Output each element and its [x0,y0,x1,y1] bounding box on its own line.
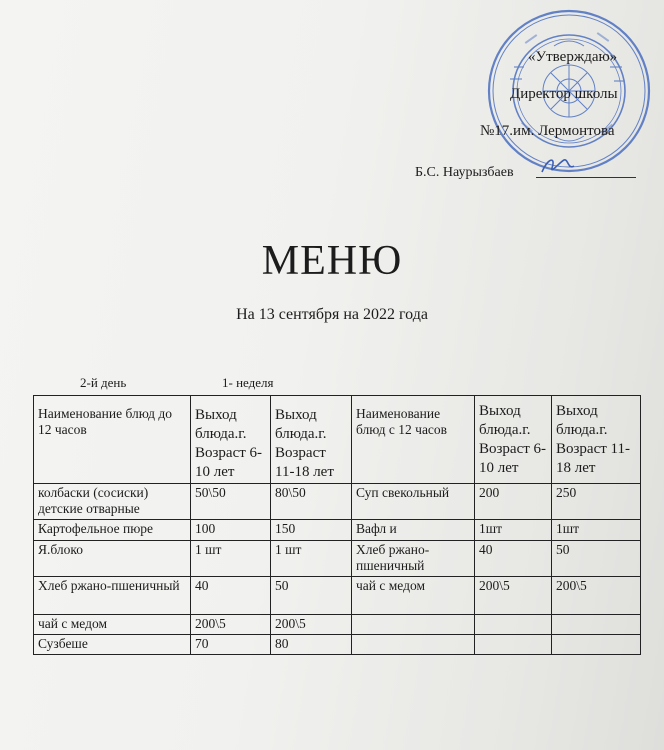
school-name: №17.им. Лермонтова [480,123,615,139]
table-cell: 200\5 [552,577,641,615]
table-row [34,484,641,520]
table-row [34,615,641,635]
table-cell [475,615,552,635]
table-cell: 1 шт [191,541,271,577]
table-cell [475,635,552,655]
table-cell: колбаски (сосиски) детские отварные [34,484,191,520]
header-output2-6-10: Выход блюда.г. Возраст 6-10 лет [475,396,552,484]
table-cell: 200\5 [475,577,552,615]
menu-table [33,395,641,655]
signature-mark [538,150,578,180]
table-cell [552,615,641,635]
table-cell: 80\50 [271,484,352,520]
table-cell [352,615,475,635]
table-cell: 200\5 [191,615,271,635]
table-cell: 200\5 [271,615,352,635]
table-cell: 150 [271,520,352,541]
table-cell: 50 [271,577,352,615]
table-header-row [34,396,641,484]
table-cell: 50\50 [191,484,271,520]
table-row [34,520,641,541]
table-cell: Сузбеше [34,635,191,655]
table-row [34,541,641,577]
director-position: Директор школы [510,86,618,102]
table-cell: 40 [191,577,271,615]
table-cell [552,635,641,655]
day-label: 2-й день [80,375,127,390]
table-cell [352,635,475,655]
table-cell: 1шт [552,520,641,541]
page-title: МЕНЮ [261,238,403,284]
table-cell: 250 [552,484,641,520]
header-output-11-18: Выход блюда.г. Возраст 11-18 лет [271,396,352,484]
table-cell: 1 шт [271,541,352,577]
table-cell: 70 [191,635,271,655]
table-cell: 1шт [475,520,552,541]
header-dish-afternoon: Наименование блюд с 12 часов [352,396,475,484]
table-cell: Вафл и [352,520,475,541]
menu-date: На 13 сентября на 2022 года [236,306,428,323]
table-cell: Я.блоко [34,541,191,577]
table-cell: 200 [475,484,552,520]
signer-name: Б.С. Наурызбаев [415,165,514,180]
table-cell: чай с медом [34,615,191,635]
table-cell: 80 [271,635,352,655]
week-label: 1- неделя [222,375,274,390]
approve-label: «Утверждаю» [528,49,618,65]
header-dish-morning: Наименование блюд до 12 часов [34,396,191,484]
header-output2-11-18: Выход блюда.г. Возраст 11-18 лет [552,396,641,484]
table-cell: Хлеб ржано-пшеничный [352,541,475,577]
table-cell: Картофельное пюре [34,520,191,541]
table-cell: чай с медом [352,577,475,615]
table-row [34,577,641,615]
table-cell: Суп свекольный [352,484,475,520]
table-cell: 40 [475,541,552,577]
table-cell: 100 [191,520,271,541]
table-cell: 50 [552,541,641,577]
table-row [34,635,641,655]
header-output-6-10: Выход блюда.г. Возраст 6-10 лет [191,396,271,484]
table-cell: Хлеб ржано-пшеничный [34,577,191,615]
